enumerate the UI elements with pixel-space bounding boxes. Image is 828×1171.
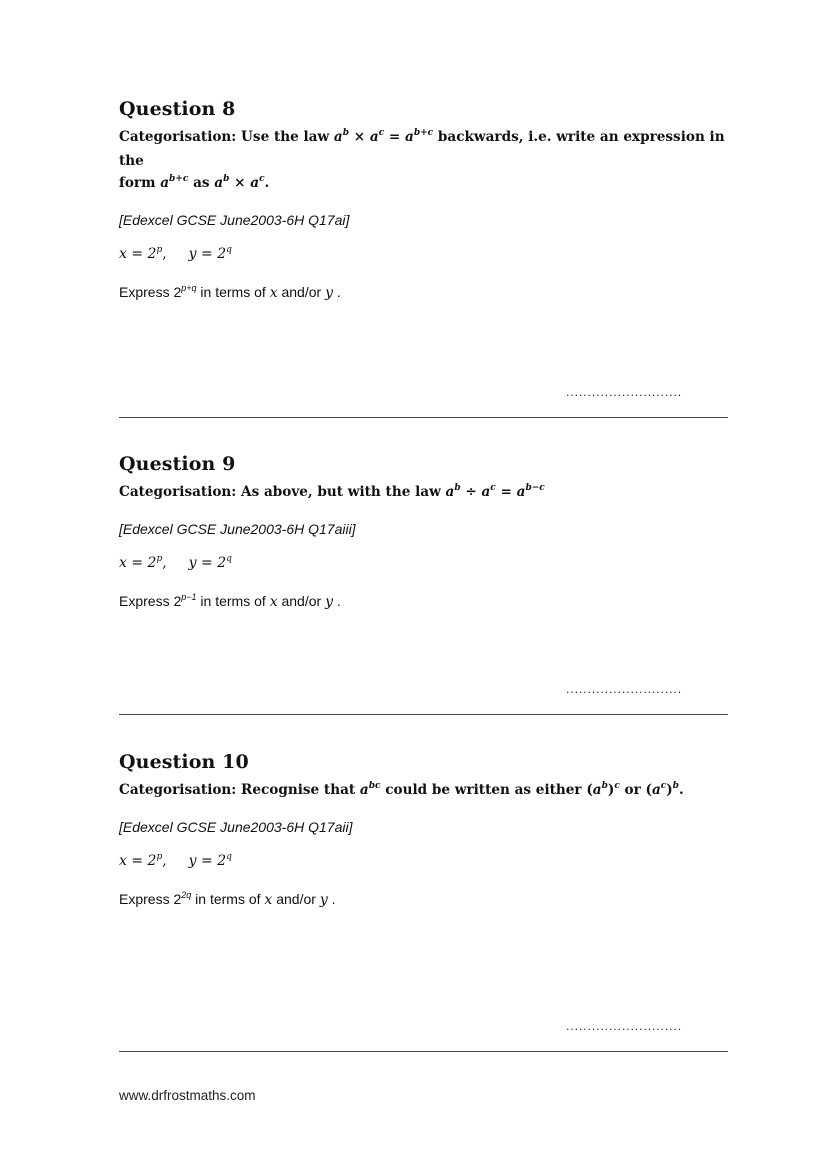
source-reference: [Edexcel GCSE June2003-6H Q17aiii] [119, 521, 356, 537]
question-prompt: Express $2^{p+q}$ in terms of x and/or y . [119, 283, 341, 301]
section-divider [119, 417, 728, 418]
answer-line: ........................... [566, 683, 683, 696]
section-divider [119, 1051, 728, 1052]
question-8 [119, 98, 729, 301]
question-title: Question 10 [119, 751, 249, 773]
given-variables: $x = 2^p$, $y = 2^q$ [119, 245, 232, 262]
answer-line: ........................... [566, 386, 683, 399]
question-9 [119, 453, 729, 610]
question-title: Question 9 [119, 453, 236, 475]
question-prompt: Express $2^{2q}$ in terms of x and/or y . [119, 890, 336, 908]
categorisation: Categorisation: Use the law $a^b \times a^c = a^{b+c}$ backwards, i.e. write an expression in the form $a^{b+c}$ as $a^b \times a^c$. [119, 128, 725, 191]
categorisation: Categorisation: Recognise that $a^{bc}$ could be written as either $(a^b)^c$ or $(a^c)^b$. [119, 781, 684, 798]
source-reference: [Edexcel GCSE June2003-6H Q17aii] [119, 819, 353, 835]
question-prompt: Express $2^{p-1}$ in terms of x and/or y . [119, 592, 341, 610]
question-title: Question 8 [119, 98, 236, 120]
categorisation: Categorisation: As above, but with the law $a^b \div a^c = a^{b-c}$ [119, 483, 545, 500]
answer-line: ........................... [566, 1020, 683, 1033]
question-10 [119, 751, 729, 908]
given-variables: $x = 2^p$, $y = 2^q$ [119, 554, 232, 571]
source-reference: [Edexcel GCSE June2003-6H Q17ai] [119, 212, 350, 228]
section-divider [119, 714, 728, 715]
given-variables: $x = 2^p$, $y = 2^q$ [119, 852, 232, 869]
footer-website: www.drfrostmaths.com [119, 1088, 256, 1103]
